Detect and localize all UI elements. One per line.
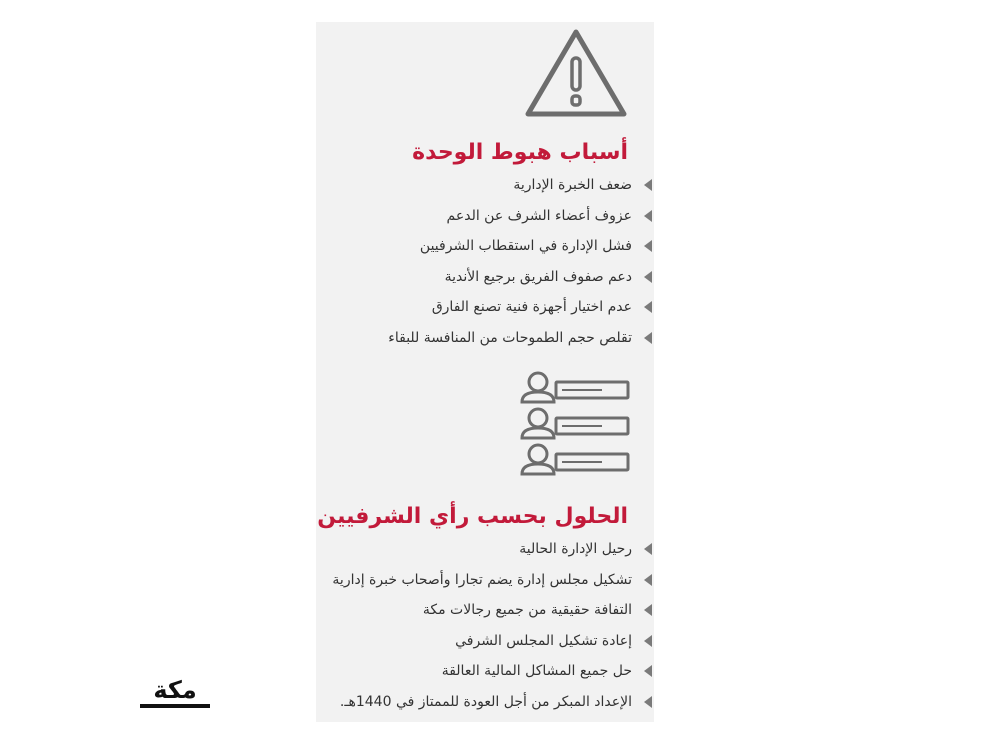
bullet-arrow-icon [644,271,652,283]
bullet-arrow-icon [644,301,652,313]
solutions-list [332,534,652,717]
section-title-solutions: الحلول بحسب رأي الشرفيين [317,504,628,529]
bullet-arrow-icon [644,665,652,677]
warning-triangle-icon [524,28,628,120]
logo-underline [140,704,210,708]
list-item: الإعداد المبكر من أجل العودة للممتاز في 1440هـ. [332,687,652,718]
bullet-arrow-icon [644,332,652,344]
logo-text: مكة [153,676,197,704]
reasons-list [388,170,652,353]
bullet-arrow-icon [644,574,652,586]
bullet-arrow-icon [644,604,652,616]
list-item: ضعف الخبرة الإدارية [388,170,652,201]
list-item: عدم اختيار أجهزة فنية تصنع الفارق [388,292,652,323]
bullet-arrow-icon [644,240,652,252]
bullet-arrow-icon [644,543,652,555]
bullet-arrow-icon [644,696,652,708]
list-item: تقلص حجم الطموحات من المنافسة للبقاء [388,323,652,354]
bullet-arrow-icon [644,635,652,647]
section-title-reasons: أسباب هبوط الوحدة [412,140,628,165]
list-item: التفافة حقيقية من جميع رجالات مكة [332,595,652,626]
list-item: دعم صفوف الفريق برجيع الأندية [388,262,652,293]
list-item: إعادة تشكيل المجلس الشرفي [332,626,652,657]
bullet-arrow-icon [644,179,652,191]
list-item: فشل الإدارة في استقطاب الشرفيين [388,231,652,262]
makkah-logo [140,676,210,716]
list-item: رحيل الإدارة الحالية [332,534,652,565]
list-item: حل جميع المشاكل المالية العالقة [332,656,652,687]
list-item: تشكيل مجلس إدارة يضم تجارا وأصحاب خبرة إدارية [332,565,652,596]
users-list-icon [516,370,632,486]
bullet-arrow-icon [644,210,652,222]
list-item: عزوف أعضاء الشرف عن الدعم [388,201,652,232]
